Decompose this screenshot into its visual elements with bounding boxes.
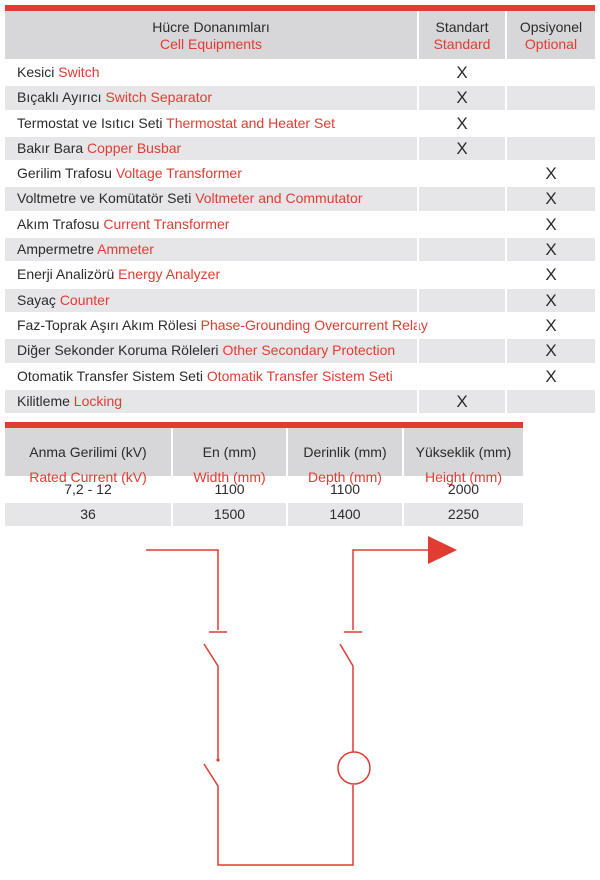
equipment-name-tr: Sayaç xyxy=(17,291,56,308)
optional-mark: X xyxy=(505,339,595,362)
equipment-name-en: Counter xyxy=(59,291,110,308)
header-width xyxy=(171,428,286,485)
optional-mark xyxy=(505,61,595,84)
header-equipment-tr: Hücre Donanımları xyxy=(152,19,270,35)
dimensions-header xyxy=(5,428,523,485)
optional-mark: X xyxy=(505,162,595,185)
optional-mark: X xyxy=(505,263,595,286)
optional-mark xyxy=(505,112,595,135)
equipment-name-tr: Ampermetre xyxy=(17,241,95,258)
standard-mark: X xyxy=(417,86,505,109)
header-optional-en: Optional xyxy=(524,36,578,52)
equipment-name-tr: Faz-Toprak Aşırı Akım Rölesi xyxy=(17,316,197,333)
equipment-name xyxy=(5,289,417,312)
equipment-row xyxy=(5,187,595,212)
equipment-name xyxy=(5,162,417,185)
standard-mark: X xyxy=(417,112,505,135)
optional-mark: X xyxy=(505,213,595,236)
optional-mark: X xyxy=(505,314,595,337)
cell-rated: 36 xyxy=(80,506,96,522)
equipment-rows xyxy=(5,61,595,415)
standard-mark: X xyxy=(417,61,505,84)
equipment-name-en: Otomatik Transfer Sistem Seti xyxy=(206,367,393,384)
cell-depth: 1100 xyxy=(286,478,402,501)
equipment-row xyxy=(5,314,595,339)
equipment-row xyxy=(5,86,595,111)
standard-mark xyxy=(417,213,505,236)
equipment-row xyxy=(5,365,595,390)
equipment-name-en: Thermostat and Heater Set xyxy=(166,114,336,131)
header-standard-tr: Standart xyxy=(435,19,489,35)
equipment-name-tr: Otomatik Transfer Sistem Seti xyxy=(17,367,203,384)
optional-mark: X xyxy=(505,365,595,388)
header-depth xyxy=(286,428,402,485)
cell-equipment-table xyxy=(5,11,595,415)
equipment-name-tr: Diğer Sekonder Koruma Röleleri xyxy=(17,342,219,359)
header-height xyxy=(402,428,523,485)
equipment-name xyxy=(5,390,417,413)
header-height-en: Height (mm) xyxy=(424,469,502,485)
equipment-name xyxy=(5,61,417,84)
equipment-name-en: Switch xyxy=(58,64,100,80)
equipment-name-en: Energy Analyzer xyxy=(118,266,221,283)
standard-mark: X xyxy=(417,390,505,413)
equipment-name-tr: Kilitleme xyxy=(17,392,70,409)
equipment-name xyxy=(5,213,417,236)
equipment-name-en: Voltage Transformer xyxy=(115,165,242,182)
equipment-name xyxy=(5,137,417,160)
header-equipment xyxy=(5,11,417,59)
header-rated-en: Rated Current (kV) xyxy=(29,469,147,485)
equipment-name-tr: Gerilim Trafosu xyxy=(17,165,112,182)
optional-mark: X xyxy=(505,289,595,312)
standard-mark xyxy=(417,263,505,286)
single-line-diagram xyxy=(0,520,600,880)
equipment-name-en: Ammeter xyxy=(97,241,154,258)
dimensions-row xyxy=(5,478,523,503)
standard-mark xyxy=(417,365,505,388)
equipment-name xyxy=(5,187,417,210)
dimensions-table xyxy=(5,422,523,528)
equipment-name-tr: Enerji Analizörü xyxy=(17,266,115,283)
equipment-name xyxy=(5,263,417,286)
optional-mark: X xyxy=(505,187,595,210)
cell-rated: 7,2 - 12 xyxy=(64,481,112,497)
header-rated xyxy=(5,428,171,485)
header-depth-tr: Derinlik (mm) xyxy=(303,444,387,460)
equipment-table-header xyxy=(5,11,595,61)
equipment-name-tr: Termostat ve Isıtıcı Seti xyxy=(17,114,163,131)
equipment-name-tr: Bıçaklı Ayırıcı xyxy=(17,89,102,106)
header-standard xyxy=(417,11,505,59)
standard-mark xyxy=(417,339,505,362)
equipment-name-en: Copper Busbar xyxy=(87,139,182,156)
equipment-row xyxy=(5,137,595,162)
equipment-name xyxy=(5,365,417,388)
header-width-en: Width (mm) xyxy=(193,469,266,485)
equipment-row xyxy=(5,112,595,137)
cell-width: 1500 xyxy=(171,503,286,526)
header-standard-en: Standard xyxy=(433,36,491,52)
optional-mark xyxy=(505,86,595,109)
header-optional xyxy=(505,11,595,59)
equipment-row xyxy=(5,238,595,263)
cell-depth: 1400 xyxy=(286,503,402,526)
cell-width: 1100 xyxy=(171,478,286,501)
equipment-row xyxy=(5,213,595,238)
equipment-name-tr: Akım Trafosu xyxy=(17,215,100,232)
breaker-contact-dot xyxy=(216,758,219,761)
standard-mark: X xyxy=(417,137,505,160)
standard-mark xyxy=(417,238,505,261)
optional-mark: X xyxy=(505,238,595,261)
current-transformer-symbol xyxy=(338,752,370,784)
standard-mark xyxy=(417,187,505,210)
equipment-row xyxy=(5,263,595,288)
equipment-row xyxy=(5,289,595,314)
disconnector-blade-left xyxy=(204,644,218,760)
equipment-row xyxy=(5,339,595,364)
disconnector-blade-right xyxy=(340,644,353,752)
equipment-name xyxy=(5,339,417,362)
equipment-name-tr: Bakır Bara xyxy=(17,139,84,156)
equipment-name-tr: Kesici xyxy=(17,64,55,80)
equipment-name-en: Voltmeter and Commutator xyxy=(195,190,363,207)
optional-mark xyxy=(505,137,595,160)
equipment-name xyxy=(5,86,417,109)
header-width-tr: En (mm) xyxy=(202,444,257,460)
optional-mark xyxy=(505,390,595,413)
equipment-name xyxy=(5,314,428,337)
incoming-line xyxy=(146,550,218,630)
cell-height: 2000 xyxy=(402,478,523,501)
outgoing-line xyxy=(353,550,430,630)
header-depth-en: Depth (mm) xyxy=(308,469,382,485)
standard-mark xyxy=(417,162,505,185)
header-rated-tr: Anma Gerilimi (kV) xyxy=(29,444,147,460)
equipment-name-tr: Voltmetre ve Komütatör Seti xyxy=(17,190,192,207)
output-arrow-icon xyxy=(428,536,457,564)
equipment-name-en: Locking xyxy=(73,392,123,409)
equipment-name xyxy=(5,238,417,261)
cell-height: 2250 xyxy=(402,503,523,526)
header-equipment-en: Cell Equipments xyxy=(160,36,262,52)
standard-mark xyxy=(417,289,505,312)
standard-mark xyxy=(417,314,505,337)
equipment-name-en: Other Secondary Protection xyxy=(222,342,396,359)
equipment-name-en: Phase-Grounding Overcurrent Relay xyxy=(200,316,428,333)
equipment-row xyxy=(5,61,595,86)
header-optional-tr: Opsiyonel xyxy=(519,19,583,35)
equipment-name-en: Current Transformer xyxy=(103,215,230,232)
breaker-and-bottom-loop xyxy=(204,764,353,865)
header-height-tr: Yükseklik (mm) xyxy=(415,444,512,460)
equipment-row xyxy=(5,162,595,187)
equipment-row xyxy=(5,390,595,415)
equipment-name xyxy=(5,112,417,135)
equipment-name-en: Switch Separator xyxy=(105,89,213,106)
